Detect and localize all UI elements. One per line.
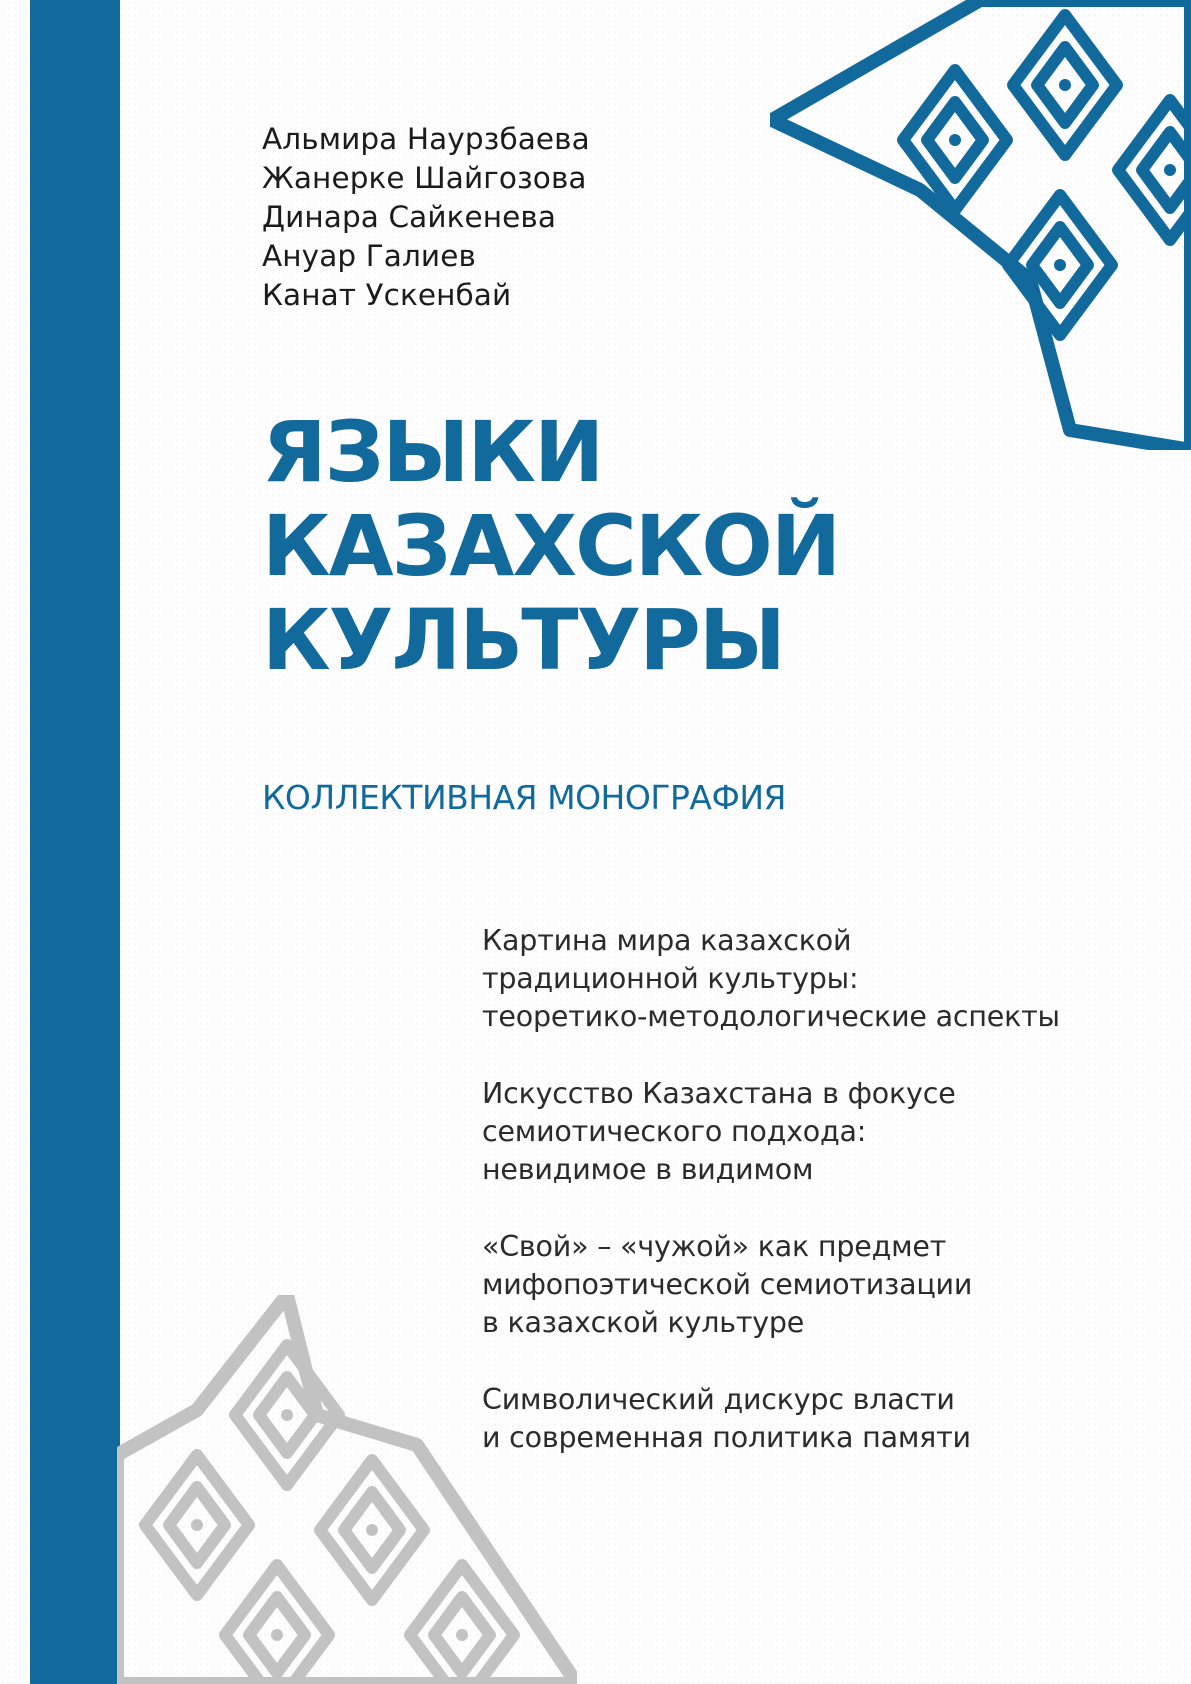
topic-item	[482, 1075, 1102, 1189]
topic-line: Символический дискурс власти	[482, 1383, 955, 1416]
topic-line: в казахской культуре	[482, 1306, 805, 1339]
topic-line: традиционной культуры:	[482, 962, 859, 995]
author-name: Канат Ускенбай	[262, 278, 512, 312]
author-name: Альмира Наурзбаева	[262, 122, 590, 156]
topic-line: Искусство Казахстана в фокусе	[482, 1077, 956, 1110]
book-title-line: КУЛЬТУРЫ	[262, 591, 784, 689]
author-name: Ануар Галиев	[262, 239, 476, 273]
book-title-line: ЯЗЫКИ	[262, 403, 603, 501]
topic-line: Картина мира казахской	[482, 924, 852, 957]
topic-item	[482, 1381, 1102, 1457]
topic-line: теоретико-методологические аспекты	[482, 1000, 1060, 1033]
topic-line: семиотического подхода:	[482, 1115, 867, 1148]
topic-line: и современная политика памяти	[482, 1421, 971, 1454]
cover-spine-band	[30, 0, 120, 1684]
author-name: Динара Сайкенева	[262, 200, 557, 234]
book-subtitle: КОЛЛЕКТИВНАЯ МОНОГРАФИЯ	[262, 778, 786, 817]
topic-line: мифопоэтической семиотизации	[482, 1268, 973, 1301]
author-list	[262, 120, 762, 315]
author-name: Жанерке Шайгозова	[262, 161, 587, 195]
topic-item	[482, 922, 1102, 1036]
book-title	[262, 405, 1122, 687]
topic-line: «Свой» – «чужой» как предмет	[482, 1230, 947, 1263]
topic-line: невидимое в видимом	[482, 1153, 814, 1186]
topic-list	[482, 922, 1102, 1496]
kazakh-ornament-icon	[770, 0, 1191, 450]
topic-item	[482, 1228, 1102, 1342]
book-title-line: КАЗАХСКОЙ	[262, 497, 840, 595]
